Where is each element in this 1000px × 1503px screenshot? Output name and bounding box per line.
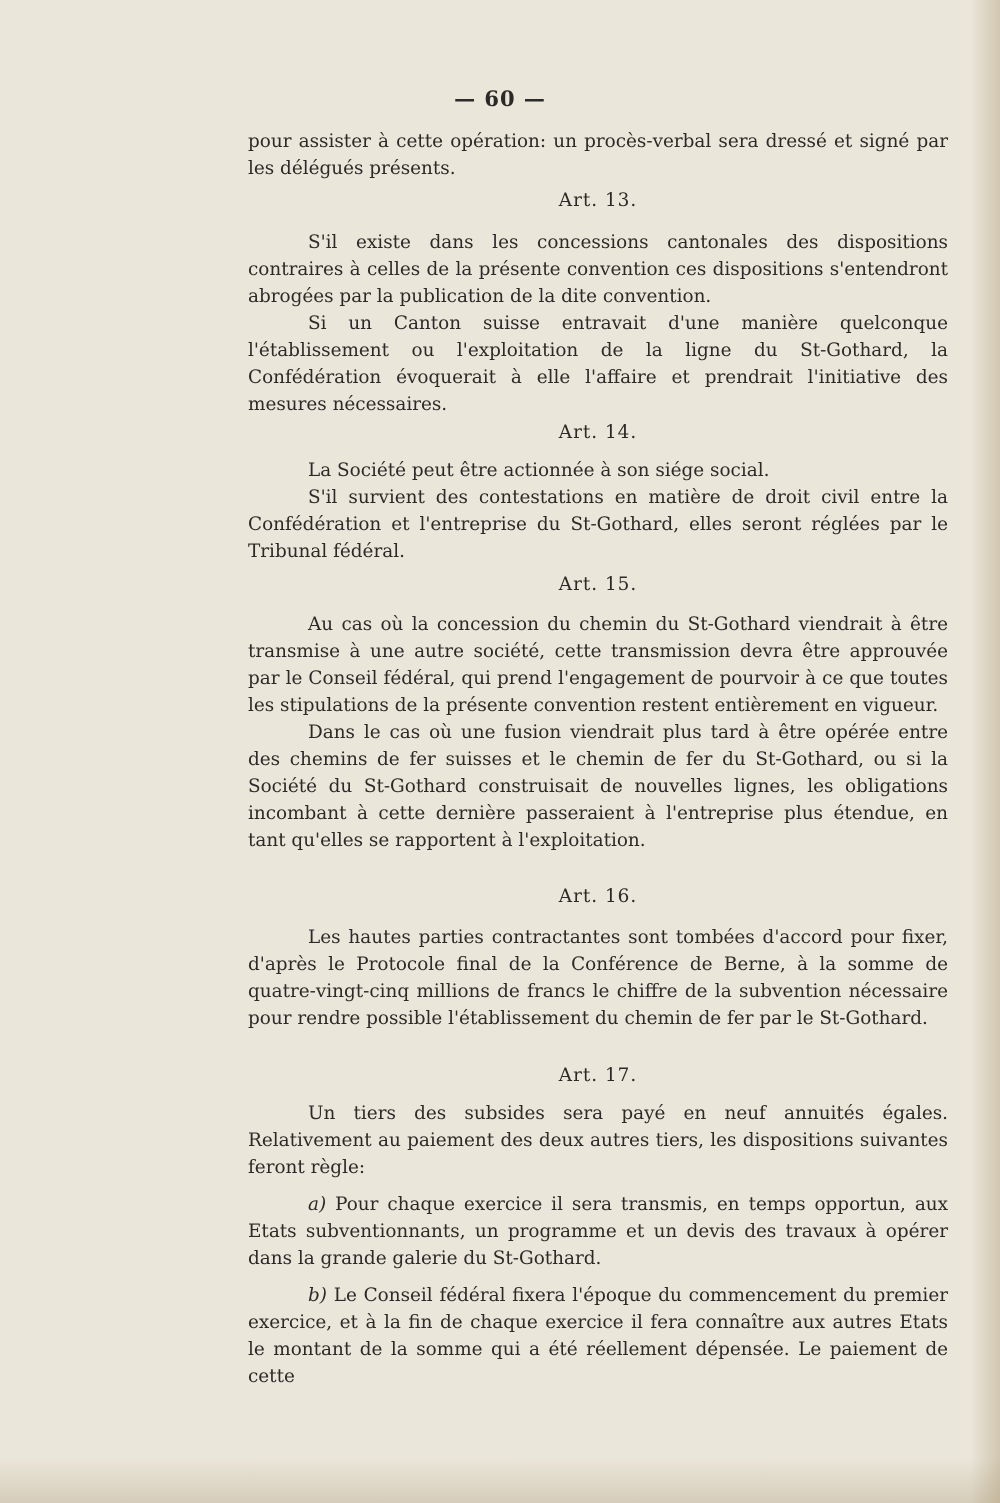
paragraph: La Société peut être actionnée à son siége social. xyxy=(308,460,770,481)
article-14-heading: Art. 14. xyxy=(558,422,638,443)
item-text: Pour chaque exercice il sera transmis, en temps opportun, aux Etats subventionnants, un programme et un devis des travaux à opérer dans la grande galerie du St-Gothard. xyxy=(248,1194,948,1269)
paragraph: pour assister à cette opération: un procès-verbal sera dressé et signé par les délégués présents. xyxy=(248,131,948,179)
paragraph: Au cas où la concession du chemin du St-Gothard viendrait à être transmise à une autre société, cette transmission devra être approuvée par le Conseil fédéral, qui prend l'engagement de pourvoir à ce que toutes les stipulations de la présente convention restent entièrement en vigueur. xyxy=(248,614,948,716)
list-item-a xyxy=(248,1191,948,1272)
article-17-heading: Art. 17. xyxy=(558,1065,638,1086)
item-text: Le Conseil fédéral fixera l'époque du commencement du premier exercice, et à la fin de chaque exercice il fera connaître aux autres Etats le montant de la somme qui a été réellement dépensée. Le paiement de cette xyxy=(248,1285,948,1387)
paragraph: S'il survient des contestations en matière de droit civil entre la Confédération et l'entreprise du St-Gothard, elles seront réglées par le Tribunal fédéral. xyxy=(248,487,948,562)
page-number: — 60 — xyxy=(454,86,546,111)
intro-paragraph xyxy=(248,128,948,182)
article-16-heading: Art. 16. xyxy=(558,886,638,907)
paragraph: S'il existe dans les concessions cantonales des dispositions contraires à celles de la présente convention ces dispositions s'entendront abrogées par la publication de la dite convention. xyxy=(248,232,948,307)
paragraph: Un tiers des subsides sera payé en neuf annuités égales. Relativement au paiement des deux autres tiers, les dispositions suivantes feront règle: xyxy=(248,1103,948,1178)
item-letter: b) xyxy=(308,1285,327,1306)
article-15-body xyxy=(248,611,948,854)
article-13-heading: Art. 13. xyxy=(558,190,638,211)
article-16-body xyxy=(248,924,948,1032)
paragraph: Les hautes parties contractantes sont tombées d'accord pour fixer, d'après le Protocole final de la Conférence de Berne, à la somme de quatre-vingt-cinq millions de francs le chiffre de la subvention nécessaire pour rendre possible l'établissement du chemin de fer par le St-Gothard. xyxy=(248,927,948,1029)
paragraph: Si un Canton suisse entravait d'une manière quelconque l'établissement ou l'exploitation de la ligne du St-Gothard, la Confédération évoquerait à elle l'affaire et prendrait l'initiative des mesures nécessaires. xyxy=(248,313,948,415)
article-17-body xyxy=(248,1100,948,1390)
article-14-body xyxy=(248,457,948,565)
list-item-b xyxy=(248,1282,948,1390)
article-13-body xyxy=(248,229,948,418)
item-letter: a) xyxy=(308,1194,327,1215)
paragraph: Dans le cas où une fusion viendrait plus tard à être opérée entre des chemins de fer suisses et le chemin de fer du St-Gothard, ou si la Société du St-Gothard construisait de nouvelles lignes, les obligations incombant à cette dernière passeraient à l'entreprise plus étendue, en tant qu'elles se rapportent à l'exploitation. xyxy=(248,722,948,851)
article-15-heading: Art. 15. xyxy=(558,574,638,595)
